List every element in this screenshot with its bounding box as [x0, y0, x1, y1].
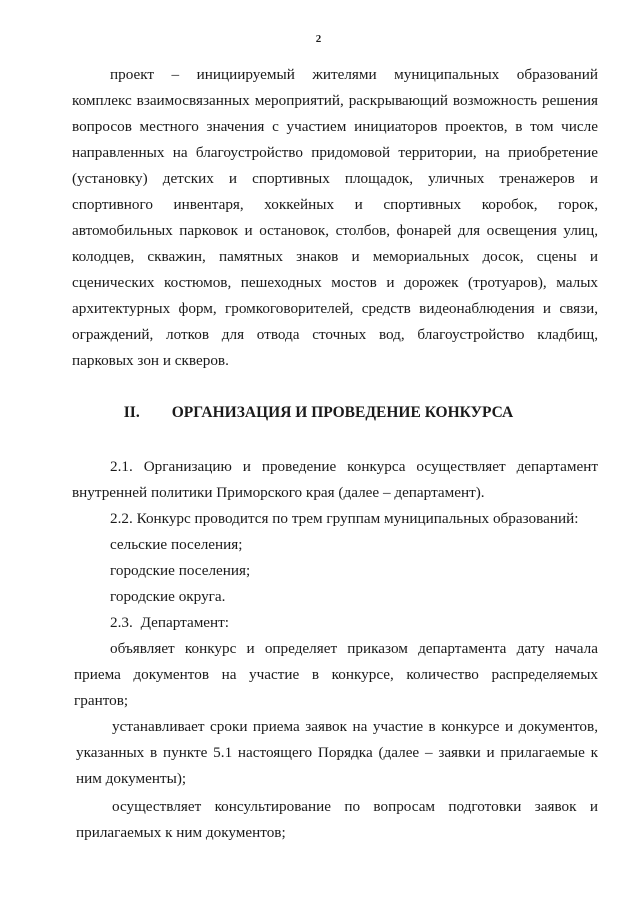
page-number: 2 — [315, 33, 322, 45]
text-line: сценических костюмов, пешеходных мостов и дорожек (тротуаров), малых — [72, 274, 598, 291]
text-line: колодцев, скважин, памятных знаков и мемориальных досок, сцены и — [72, 248, 598, 265]
section-title: ОРГАНИЗАЦИЯ И ПРОВЕДЕНИЕ КОНКУРСА — [171, 404, 514, 421]
text-line: автомобильных парковок и остановок, столбов, фонарей для освещения улиц, — [72, 222, 598, 239]
text-line: ограждений, лотков для отвода сточных вод, благоустройство кладбищ, — [72, 326, 598, 343]
text-line: (установку) детских и спортивных площадок, уличных тренажеров и — [72, 170, 598, 187]
text-line: комплекс взаимосвязанных мероприятий, раскрывающий возможность решения — [72, 92, 598, 109]
text-line: прилагаемых к ним документов; — [76, 824, 286, 841]
text-line: объявляет конкурс и определяет приказом департамента дату начала — [110, 640, 598, 657]
text-line: внутренней политики Приморского края (далее – департамент). — [72, 484, 485, 501]
section-number: II. — [123, 404, 140, 421]
text-line: направленных на благоустройство придомовой территории, на приобретение — [72, 144, 598, 161]
text-line: проект – инициируемый жителями муниципальных образований — [110, 66, 598, 83]
list-item: городские поселения; — [110, 562, 251, 579]
section-heading — [0, 403, 637, 423]
text-line: парковых зон и скверов. — [72, 352, 229, 369]
text-line: устанавливает сроки приема заявок на участие в конкурсе и документов, — [112, 718, 598, 735]
text-line: указанных в пункте 5.1 настоящего Порядка (далее – заявки и прилагаемые к — [76, 744, 598, 761]
list-item: городские округа. — [110, 588, 226, 605]
text-line: архитектурных форм, громкоговорителей, средств видеонаблюдения и связи, — [72, 300, 598, 317]
text-line: вопросов местного значения с участием инициаторов проектов, в том числе — [72, 118, 598, 135]
text-line: спортивного инвентаря, хоккейных и спортивных коробок, горок, — [72, 196, 598, 213]
text-line: 2.1. Организацию и проведение конкурса осуществляет департамент — [110, 458, 598, 475]
text-line: приема документов на участие в конкурсе, количество распределяемых — [74, 666, 598, 683]
text-line: 2.2. Конкурс проводится по трем группам муниципальных образований: — [110, 510, 579, 527]
text-line: грантов; — [74, 692, 129, 709]
text-line: 2.3. Департамент: — [110, 614, 230, 631]
list-item: сельские поселения; — [110, 536, 243, 553]
text-line: осуществляет консультирование по вопросам подготовки заявок и — [112, 798, 598, 815]
text-line: ним документы); — [76, 770, 187, 787]
